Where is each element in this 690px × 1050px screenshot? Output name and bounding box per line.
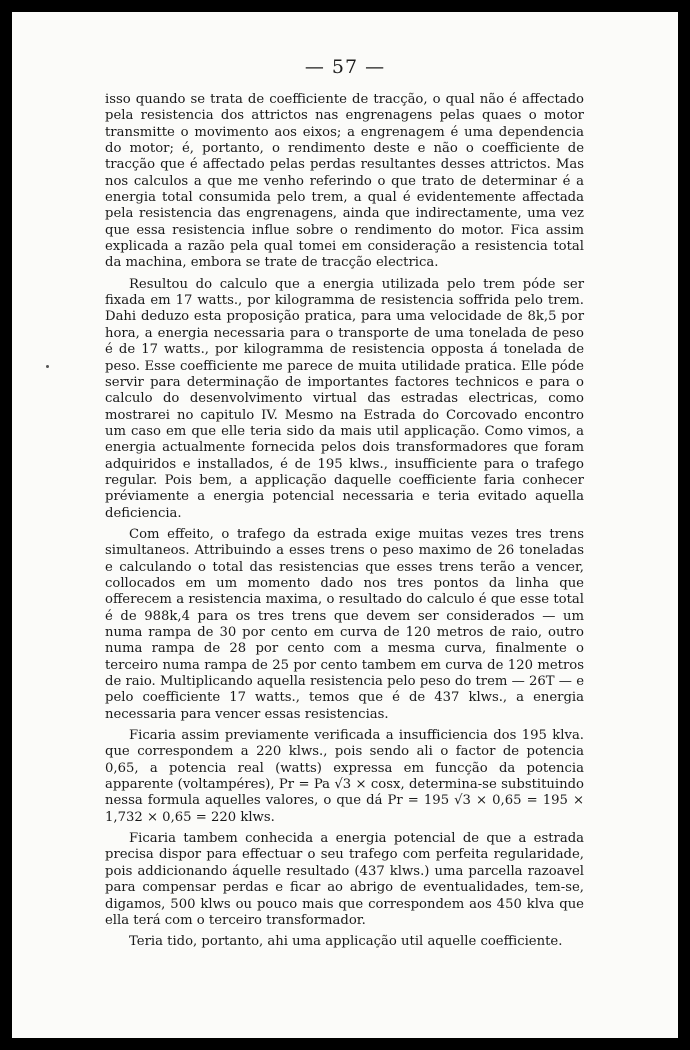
document-page [12,12,678,1038]
paragraph: Teria tido, portanto, ahi uma applicação util aquelle coefficiente. [129,934,563,950]
page-number: — 57 — [304,56,386,78]
paragraph: Ficaria tambem conhecida a energia potencial de que a estrada precisa dispor para effectuar o seu trafego com perfeita regularidade, pois addicionando áquelle resultado (437 klws.) uma parcella razoavel para compensar perdas e ficar ao abrigo de eventualidades, tem-se, digamos, 500 klws ou pouco mais que correspondem aos 450 klva que ella terá com o terceiro transformador. [105,831,584,928]
paragraph: isso quando se trata de coefficiente de tracção, o qual não é affectado pela resistencia dos attrictos nas engrenagens pelas quaes o motor transmitte o movimento aos eixos; a engrenagem é uma dependencia do motor; é, portanto, o rendimento deste e não o coefficiente de tracção que é affectado pelas perdas resultantes desses attrictos. Mas nos calculos a que me venho referindo o que trato de determinar é a energia total consumida pelo trem, a qual é evidentemente affectada pela resistencia das engrenagens, ainda que indirectamente, uma vez que essa resistencia influe sobre o rendimento do motor. Fica assim explicada a razão pela qual tomei em consideração a resistencia total da machina, embora se trate de tracção electrica. [105,92,584,271]
paragraph: Resultou do calculo que a energia utilizada pelo trem póde ser fixada em 17 watts., por kilogramma de resistencia soffrida pelo trem. Dahi deduzo esta proposição pratica, para uma velocidade de 8k,5 por hora, a energia necessaria para o transporte de uma tonelada de peso é de 17 watts., por kilogramma de resistencia opposta á tonelada de peso. Esse coefficiente me parece de muita utilidade pratica. Elle póde servir para determinação de importantes factores technicos e para o calculo do desenvolvimento virtual das estradas electricas, como mostrarei no capitulo IV. Mesmo na Estrada do Corcovado encontro um caso em que elle teria sido da mais util applicação. Como vimos, a energia actualmente fornecida pelos dois transformadores que foram adquiridos e installados, é de 195 klws., insufficiente para o trafego regular. Pois bem, a applicação daquelle coefficiente faria conhecer préviamente a energia potencial necessaria e teria evitado aquella deficiencia. [105,276,584,521]
ink-speck [46,365,49,368]
paragraph: Ficaria assim previamente verificada a insufficiencia dos 195 klva. que correspondem a 220 klws., pois sendo ali o factor de potencia 0,65, a potencia real (watts) expressa em funcção da potencia apparente (voltampéres), Pr = Pa √3 × cosx, determina-se substituindo nessa formula aquelles valores, o que dá Pr = 195 √3 × 0,65 = 195 × 1,732 × 0,65 = 220 klws. [105,728,584,825]
body-text [105,92,584,956]
paragraph: Com effeito, o trafego da estrada exige muitas vezes tres trens simultaneos. Attribuindo a esses trens o peso maximo de 26 toneladas e calculando o total das resistencias que esses trens terão a vencer, collocados em um momento dado nos tres pontos da linha que offerecem a resistencia maxima, o resultado do calculo é que esse total é de 988k,4 para os tres trens que devem ser considerados — um numa rampa de 30 por cento em curva de 120 metros de raio, outro numa rampa de 28 por cento com a mesma curva, finalmente o terceiro numa rampa de 25 por cento tambem em curva de 120 metros de raio. Multiplicando aquella resistencia pelo peso do trem — 26T — e pelo coefficiente 17 watts., temos que é de 437 klws., a energia necessaria para vencer essas resistencias. [105,526,584,722]
